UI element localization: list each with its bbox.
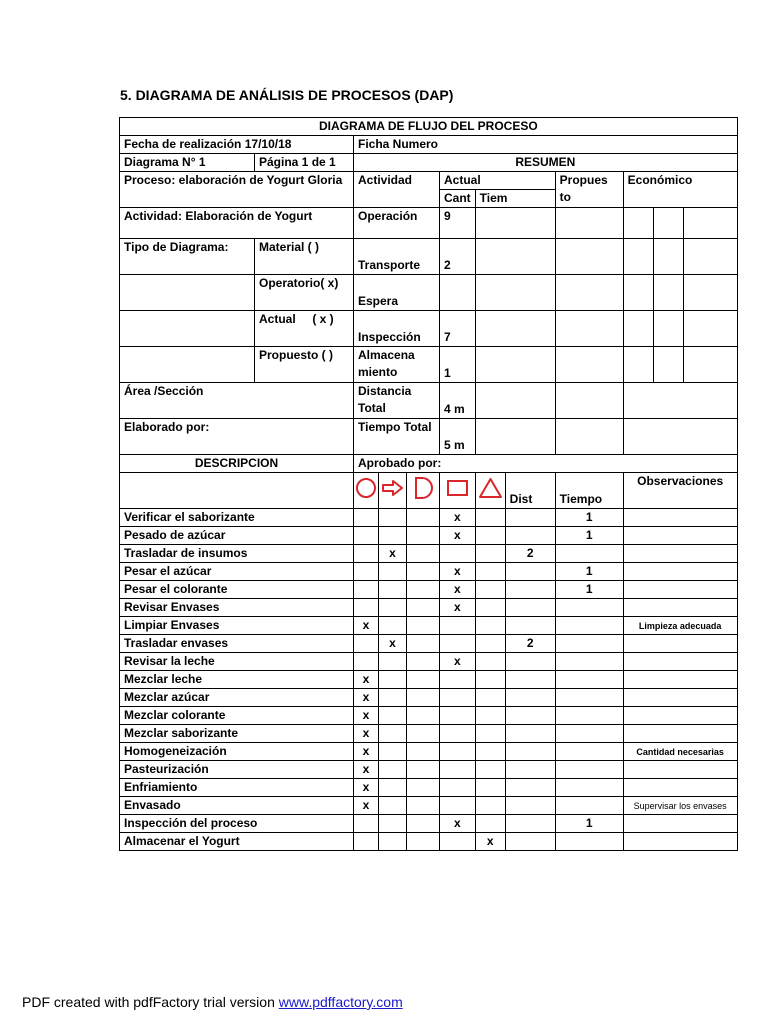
step-mark-cell — [407, 581, 440, 599]
step-tiempo — [555, 725, 623, 743]
summary-activity: Almacena miento — [354, 347, 440, 383]
step-mark-cell — [379, 815, 407, 833]
table-row — [120, 509, 738, 527]
table-row — [120, 527, 738, 545]
step-mark-cell: x — [354, 689, 379, 707]
table-row — [120, 581, 738, 599]
step-tiempo — [555, 779, 623, 797]
step-tiempo — [555, 743, 623, 761]
step-description: Revisar la leche — [120, 653, 354, 671]
step-description: Mezclar leche — [120, 671, 354, 689]
step-mark-cell — [475, 689, 505, 707]
transport-arrow-icon — [379, 477, 406, 499]
step-mark-cell — [354, 635, 379, 653]
step-mark-cell — [379, 797, 407, 815]
actividad-heading: Actividad — [354, 172, 440, 208]
step-mark-cell: x — [440, 653, 476, 671]
step-tiempo — [555, 653, 623, 671]
step-observation: Limpieza adecuada — [623, 617, 737, 635]
delay-symbol-cell — [407, 473, 440, 509]
summary-cant: 1 — [440, 347, 476, 383]
step-description: Enfriamiento — [120, 779, 354, 797]
transport-symbol-cell — [379, 473, 407, 509]
actual-heading: Actual — [440, 172, 556, 190]
tipo-diagrama-cell: Tipo de Diagrama: — [120, 239, 255, 275]
step-description: Mezclar saborizante — [120, 725, 354, 743]
step-mark-cell — [407, 617, 440, 635]
step-mark-cell — [440, 671, 476, 689]
step-dist — [505, 617, 555, 635]
step-dist — [505, 581, 555, 599]
step-tiempo: 1 — [555, 563, 623, 581]
table-row — [120, 545, 738, 563]
inspection-symbol-cell — [440, 473, 476, 509]
step-description: Revisar Envases — [120, 599, 354, 617]
step-description: Pesar el azúcar — [120, 563, 354, 581]
step-mark-cell — [407, 833, 440, 851]
step-mark-cell — [407, 689, 440, 707]
pagina-cell: Página 1 de 1 — [255, 154, 354, 172]
step-dist — [505, 833, 555, 851]
step-dist — [505, 599, 555, 617]
step-mark-cell: x — [354, 725, 379, 743]
step-observation — [623, 635, 737, 653]
step-mark-cell — [379, 617, 407, 635]
step-mark-cell — [475, 797, 505, 815]
step-mark-cell — [475, 563, 505, 581]
table-row — [120, 743, 738, 761]
table-row — [120, 815, 738, 833]
observaciones-heading: Observaciones — [623, 473, 737, 509]
operatorio-option: Operatorio( x) — [255, 275, 354, 311]
step-mark-cell — [440, 779, 476, 797]
step-mark-cell — [407, 725, 440, 743]
step-mark-cell: x — [354, 617, 379, 635]
storage-symbol-cell — [475, 473, 505, 509]
step-mark-cell: x — [379, 635, 407, 653]
table-row — [120, 797, 738, 815]
step-tiempo — [555, 689, 623, 707]
table-title: DIAGRAMA DE FLUJO DEL PROCESO — [120, 118, 738, 136]
step-mark-cell — [379, 707, 407, 725]
summary-activity: Transporte — [354, 239, 440, 275]
step-mark-cell: x — [440, 563, 476, 581]
step-observation: Supervisar los envases — [623, 797, 737, 815]
step-description: Inspección del proceso — [120, 815, 354, 833]
footer-text: PDF created with pdfFactory trial version — [22, 994, 279, 1010]
step-tiempo — [555, 617, 623, 635]
step-mark-cell — [440, 635, 476, 653]
table-row — [120, 563, 738, 581]
step-mark-cell — [354, 581, 379, 599]
step-mark-cell — [354, 545, 379, 563]
step-mark-cell — [475, 779, 505, 797]
step-mark-cell: x — [440, 509, 476, 527]
step-mark-cell — [440, 617, 476, 635]
table-row — [120, 599, 738, 617]
step-mark-cell: x — [354, 671, 379, 689]
step-mark-cell — [440, 707, 476, 725]
step-mark-cell: x — [354, 779, 379, 797]
step-tiempo — [555, 761, 623, 779]
step-mark-cell — [379, 779, 407, 797]
summary-cant: 7 — [440, 311, 476, 347]
step-mark-cell — [407, 653, 440, 671]
step-mark-cell — [407, 635, 440, 653]
step-mark-cell — [407, 671, 440, 689]
step-observation — [623, 707, 737, 725]
storage-triangle-icon — [476, 476, 505, 500]
step-mark-cell — [475, 653, 505, 671]
step-mark-cell — [475, 671, 505, 689]
step-mark-cell — [379, 563, 407, 581]
step-mark-cell — [440, 833, 476, 851]
step-mark-cell: x — [354, 797, 379, 815]
step-mark-cell — [407, 779, 440, 797]
step-mark-cell — [379, 581, 407, 599]
step-mark-cell — [354, 833, 379, 851]
step-dist — [505, 509, 555, 527]
step-observation — [623, 653, 737, 671]
step-description: Pesar el colorante — [120, 581, 354, 599]
economico-heading: Económico — [623, 172, 737, 208]
step-mark-cell — [407, 797, 440, 815]
step-mark-cell — [407, 563, 440, 581]
table-row — [120, 689, 738, 707]
table-row — [120, 671, 738, 689]
step-mark-cell — [354, 563, 379, 581]
step-mark-cell: x — [475, 833, 505, 851]
operation-symbol-cell — [354, 473, 379, 509]
summary-cant: 9 — [440, 208, 476, 239]
step-mark-cell — [440, 545, 476, 563]
dist-heading: Dist — [505, 473, 555, 509]
step-dist — [505, 743, 555, 761]
step-mark-cell: x — [354, 707, 379, 725]
cant-heading: Cant — [440, 190, 476, 208]
step-dist — [505, 761, 555, 779]
step-description: Envasado — [120, 797, 354, 815]
ficha-cell: Ficha Numero — [354, 136, 738, 154]
step-tiempo — [555, 797, 623, 815]
step-tiempo — [555, 599, 623, 617]
summary-activity: Inspección — [354, 311, 440, 347]
step-mark-cell: x — [440, 815, 476, 833]
step-tiempo: 1 — [555, 815, 623, 833]
step-mark-cell: x — [354, 761, 379, 779]
table-row — [120, 635, 738, 653]
step-observation — [623, 671, 737, 689]
table-row — [120, 761, 738, 779]
step-mark-cell — [407, 761, 440, 779]
step-tiempo — [555, 833, 623, 851]
step-observation — [623, 725, 737, 743]
step-mark-cell — [407, 545, 440, 563]
summary-cant: 5 m — [440, 419, 476, 455]
step-mark-cell: x — [440, 527, 476, 545]
step-dist — [505, 707, 555, 725]
step-mark-cell — [407, 707, 440, 725]
step-observation — [623, 689, 737, 707]
inspection-square-icon — [443, 477, 472, 499]
step-mark-cell — [379, 743, 407, 761]
propuesto-option: Propuesto ( ) — [255, 347, 354, 383]
step-dist — [505, 779, 555, 797]
step-observation — [623, 581, 737, 599]
step-mark-cell — [379, 725, 407, 743]
step-tiempo: 1 — [555, 527, 623, 545]
step-mark-cell — [440, 797, 476, 815]
step-mark-cell — [354, 527, 379, 545]
area-cell: Área /Sección — [120, 383, 354, 419]
tiem-heading: Tiem — [475, 190, 555, 208]
step-mark-cell — [379, 509, 407, 527]
summary-activity: Operación — [354, 208, 440, 239]
step-mark-cell — [475, 545, 505, 563]
step-mark-cell — [354, 653, 379, 671]
step-mark-cell — [379, 671, 407, 689]
step-mark-cell — [440, 725, 476, 743]
step-observation — [623, 527, 737, 545]
step-mark-cell — [379, 833, 407, 851]
summary-cant: 4 m — [440, 383, 476, 419]
step-observation — [623, 599, 737, 617]
step-mark-cell — [354, 509, 379, 527]
actividad-desc-cell: Actividad: Elaboración de Yogurt — [120, 208, 354, 239]
step-tiempo — [555, 635, 623, 653]
propuesto-heading: Propues to — [555, 172, 623, 208]
footer-link[interactable]: www.pdffactory.com — [278, 994, 403, 1010]
step-mark-cell — [475, 527, 505, 545]
step-tiempo: 1 — [555, 581, 623, 599]
step-mark-cell — [475, 743, 505, 761]
step-mark-cell — [379, 689, 407, 707]
step-description: Homogeneización — [120, 743, 354, 761]
table-row — [120, 833, 738, 851]
step-dist — [505, 671, 555, 689]
step-mark-cell — [475, 635, 505, 653]
step-mark-cell: x — [379, 545, 407, 563]
page-title: 5. DIAGRAMA DE ANÁLISIS DE PROCESOS (DAP) — [120, 87, 454, 103]
table-row — [120, 707, 738, 725]
step-dist: 2 — [505, 545, 555, 563]
step-description: Almacenar el Yogurt — [120, 833, 354, 851]
delay-d-icon — [407, 476, 439, 500]
step-description: Pesado de azúcar — [120, 527, 354, 545]
step-mark-cell — [407, 509, 440, 527]
tiempo-heading: Tiempo — [555, 473, 623, 509]
step-description: Trasladar envases — [120, 635, 354, 653]
step-mark-cell — [440, 743, 476, 761]
step-mark-cell — [440, 761, 476, 779]
step-mark-cell — [354, 815, 379, 833]
step-mark-cell: x — [354, 743, 379, 761]
step-description: Mezclar azúcar — [120, 689, 354, 707]
table-row — [120, 617, 738, 635]
summary-cant — [440, 275, 476, 311]
step-description: Mezclar colorante — [120, 707, 354, 725]
resumen-heading: RESUMEN — [354, 154, 738, 172]
proceso-cell: Proceso: elaboración de Yogurt Gloria — [120, 172, 354, 208]
step-dist — [505, 527, 555, 545]
step-dist — [505, 653, 555, 671]
step-tiempo — [555, 707, 623, 725]
operation-circle-icon — [354, 477, 378, 499]
step-mark-cell — [354, 599, 379, 617]
step-observation — [623, 509, 737, 527]
step-tiempo — [555, 545, 623, 563]
footer — [22, 994, 403, 1010]
step-description: Verificar el saborizante — [120, 509, 354, 527]
step-observation — [623, 563, 737, 581]
step-mark-cell — [475, 617, 505, 635]
material-option: Material ( ) — [255, 239, 354, 275]
table-row — [120, 725, 738, 743]
aprobado-cell: Aprobado por: — [354, 455, 738, 473]
step-dist — [505, 815, 555, 833]
summary-cant: 2 — [440, 239, 476, 275]
step-mark-cell: x — [440, 599, 476, 617]
step-observation: Cantidad necesarias — [623, 743, 737, 761]
fecha-cell: Fecha de realización 17/10/18 — [120, 136, 354, 154]
step-mark-cell — [407, 815, 440, 833]
descripcion-heading: DESCRIPCION — [120, 455, 354, 473]
step-description: Limpiar Envases — [120, 617, 354, 635]
step-observation — [623, 833, 737, 851]
step-mark-cell — [475, 599, 505, 617]
step-mark-cell — [407, 743, 440, 761]
step-mark-cell — [475, 725, 505, 743]
step-mark-cell — [379, 653, 407, 671]
step-mark-cell — [475, 581, 505, 599]
diagrama-cell: Diagrama N° 1 — [120, 154, 255, 172]
step-observation — [623, 761, 737, 779]
table-row — [120, 779, 738, 797]
step-description: Pasteurización — [120, 761, 354, 779]
process-analysis-table — [119, 117, 738, 851]
step-mark-cell — [475, 509, 505, 527]
step-description: Trasladar de insumos — [120, 545, 354, 563]
actual-option: Actual ( x ) — [255, 311, 354, 347]
step-observation — [623, 815, 737, 833]
summary-activity: Espera — [354, 275, 440, 311]
step-mark-cell — [407, 527, 440, 545]
step-dist — [505, 563, 555, 581]
elaborado-cell: Elaborado por: — [120, 419, 354, 455]
summary-activity: Distancia Total — [354, 383, 440, 419]
step-mark-cell: x — [440, 581, 476, 599]
table-row — [120, 653, 738, 671]
summary-activity: Tiempo Total — [354, 419, 440, 455]
step-observation — [623, 779, 737, 797]
step-mark-cell — [440, 689, 476, 707]
step-dist: 2 — [505, 635, 555, 653]
step-mark-cell — [379, 527, 407, 545]
step-tiempo: 1 — [555, 509, 623, 527]
step-observation — [623, 545, 737, 563]
step-mark-cell — [475, 761, 505, 779]
step-mark-cell — [379, 599, 407, 617]
step-mark-cell — [407, 599, 440, 617]
step-mark-cell — [475, 815, 505, 833]
step-mark-cell — [475, 707, 505, 725]
step-dist — [505, 797, 555, 815]
step-dist — [505, 689, 555, 707]
step-dist — [505, 725, 555, 743]
step-tiempo — [555, 671, 623, 689]
step-mark-cell — [379, 761, 407, 779]
